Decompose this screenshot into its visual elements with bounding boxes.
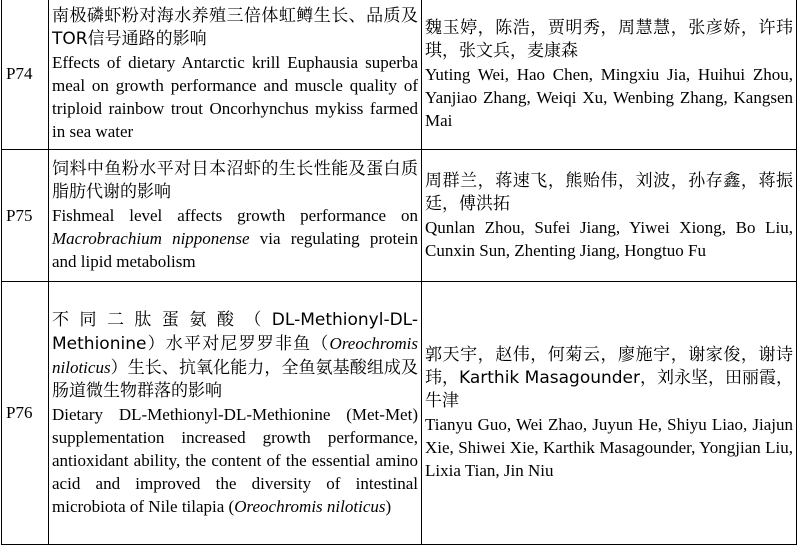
abstract-table <box>1 0 797 545</box>
authors-cell <box>422 150 797 282</box>
species-name: Macrobrachium nipponense <box>52 229 250 248</box>
title-chinese-part: 不同二肽蛋氨酸（DL-Methionyl-DL-Methionine）水平对尼罗罗非鱼（ <box>52 309 418 354</box>
title-english <box>52 204 418 273</box>
table-row <box>2 0 797 150</box>
title-chinese: 南极磷虾粉对海水养殖三倍体虹鳟生长、品质及TOR信号通路的影响 <box>52 6 418 49</box>
authors-chinese: 周群兰，蒋速飞，熊贻伟，刘波，孙存鑫，蒋振廷，傅洪拓 <box>425 170 793 214</box>
paper-id: P75 <box>2 150 49 282</box>
paper-id: P74 <box>2 0 49 150</box>
title-english-part: Dietary DL-Methionyl-DL-Methionine (Met-Met) supplementation increased growth performance, antioxidant ability, the content of the essential amino acid and improved the diversity of intestinal microbiota of Nile tilapia ( <box>52 404 418 516</box>
title-english-part: via regulating protein and lipid metabolism <box>52 229 418 271</box>
title-chinese: 饲料中鱼粉水平对日本沼虾的生长性能及蛋白质脂肪代谢的影响 <box>52 159 418 202</box>
title-english-part: Fishmeal level affects growth performance on <box>52 206 418 225</box>
species-name: Oreochromis niloticus <box>52 333 418 377</box>
authors-cell <box>422 0 797 150</box>
table-row <box>2 150 797 282</box>
authors-english: Yuting Wei, Hao Chen, Mingxiu Jia, Huihui Zhou, Yanjiao Zhang, Weiqi Xu, Wenbing Zhang, Kangsen Mai <box>425 64 793 130</box>
title-english: Effects of dietary Antarctic krill Euphausia superba meal on growth performance and muscle quality of triploid rainbow trout Oncorhynchus mykiss farmed in sea water <box>52 53 418 141</box>
paper-id: P76 <box>2 282 49 545</box>
authors-cell <box>422 282 797 545</box>
title-english <box>52 403 418 518</box>
authors-english: Qunlan Zhou, Sufei Jiang, Yiwei Xiong, Bo Liu, Cunxin Sun, Zhenting Jiang, Hongtuo Fu <box>425 217 793 260</box>
paper-title-cell <box>49 0 422 150</box>
paper-title-cell <box>49 150 422 282</box>
title-chinese <box>52 309 418 403</box>
authors-english: Tianyu Guo, Wei Zhao, Juyun He, Shiyu Liao, Jiajun Xie, Shiwei Xie, Karthik Masagounder, Yongjian Liu, Lixia Tian, Jin Niu <box>425 415 793 480</box>
title-english-part: ) <box>385 496 392 516</box>
table-row <box>2 282 797 545</box>
authors-chinese: 魏玉婷，陈浩，贾明秀，周慧慧，张彦娇，许玮琪，张文兵，麦康森 <box>425 17 793 61</box>
title-chinese-part: ）生长、抗氧化能力，全鱼氨基酸组成及肠道微生物群落的影响 <box>52 357 418 401</box>
paper-title-cell <box>49 282 422 545</box>
species-name: Oreochromis niloticus <box>234 496 386 516</box>
authors-chinese: 郭天宇，赵伟，何菊云，廖施宇，谢家俊，谢诗玮，Karthik Masagounder，刘永坚，田丽霞，牛津 <box>425 345 794 411</box>
